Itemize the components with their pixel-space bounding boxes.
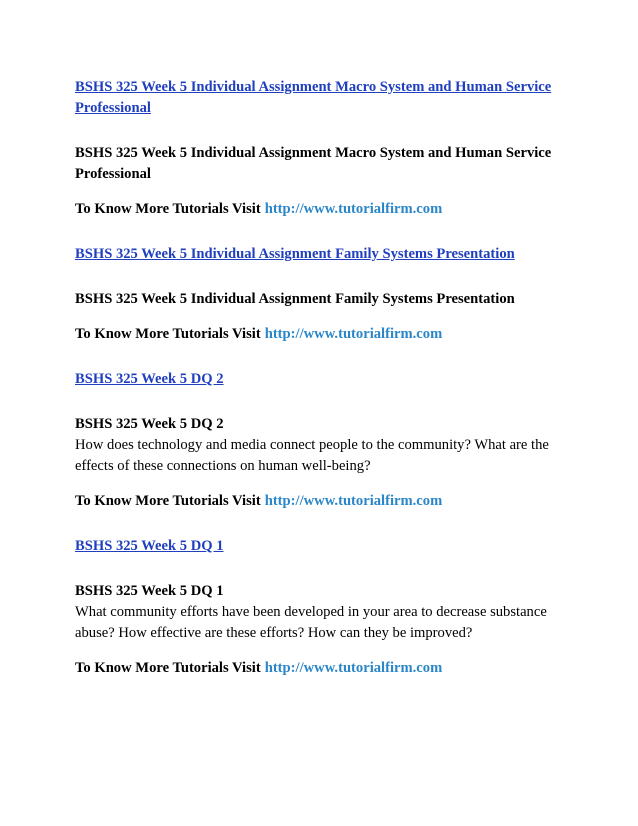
visit-line — [75, 658, 578, 679]
section-body: How does technology and media connect people to the community? What are the effects of these connections on human well-being? — [75, 437, 549, 474]
section-title: BSHS 325 Week 5 DQ 2 — [75, 416, 224, 432]
visit-url-link[interactable]: http://www.tutorialfirm.com — [264, 201, 443, 217]
section-dq-1 — [75, 536, 578, 679]
section-title: BSHS 325 Week 5 Individual Assignment Family Systems Presentation — [75, 291, 515, 307]
section-link-title[interactable]: BSHS 325 Week 5 DQ 2 — [75, 371, 224, 387]
section-family-systems — [75, 244, 578, 345]
section-dq-2 — [75, 369, 578, 512]
visit-url-link[interactable]: http://www.tutorialfirm.com — [264, 493, 443, 509]
visit-line — [75, 199, 578, 220]
visit-line — [75, 491, 578, 512]
visit-label: To Know More Tutorials Visit — [75, 660, 261, 676]
visit-url-link[interactable]: http://www.tutorialfirm.com — [264, 326, 443, 342]
section-link-title[interactable]: BSHS 325 Week 5 DQ 1 — [75, 538, 224, 554]
section-link-title[interactable]: BSHS 325 Week 5 Individual Assignment Macro System and Human Service Professional — [75, 79, 552, 116]
visit-url-link[interactable]: http://www.tutorialfirm.com — [264, 660, 443, 676]
visit-label: To Know More Tutorials Visit — [75, 326, 261, 342]
section-title: BSHS 325 Week 5 DQ 1 — [75, 583, 224, 599]
visit-label: To Know More Tutorials Visit — [75, 493, 261, 509]
section-link-title[interactable]: BSHS 325 Week 5 Individual Assignment Family Systems Presentation — [75, 246, 515, 262]
section-body: What community efforts have been developed in your area to decrease substance abuse? How effective are these efforts? How can they be improved? — [75, 604, 547, 641]
visit-label: To Know More Tutorials Visit — [75, 201, 261, 217]
section-title: BSHS 325 Week 5 Individual Assignment Macro System and Human Service Professional — [75, 145, 552, 182]
visit-line — [75, 324, 578, 345]
section-macro-system — [75, 77, 578, 220]
